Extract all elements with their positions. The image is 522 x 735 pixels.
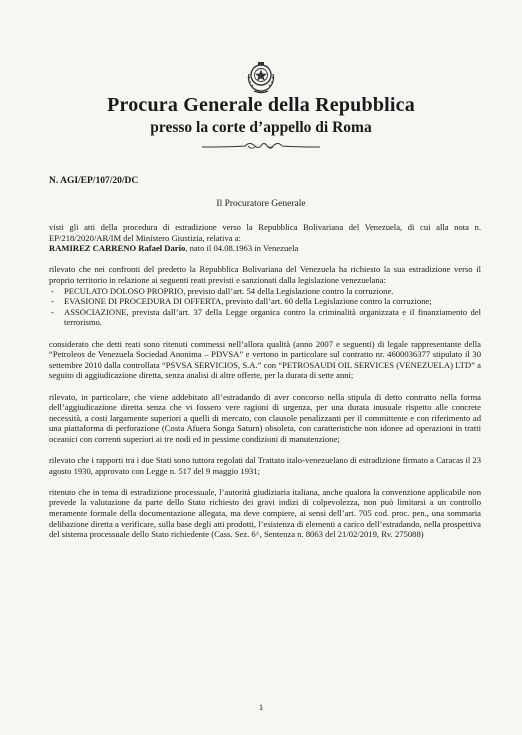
paragraph-rilevato-trattato: rilevato che i rapporti tra i due Stati sono tuttora regolati dal Trattato italo-venezuelano di estradizione firmato a Caracas il 23 agosto 1930, approvato con Legge n. 517 del 9 maggio 1931; <box>49 455 481 476</box>
document-body <box>49 222 481 540</box>
italian-republic-emblem-icon <box>245 60 277 94</box>
extraditee-birth: , nato il 04.08.1963 in Venezuela <box>185 243 299 254</box>
document-heading: Il Procuratore Generale <box>216 199 306 209</box>
page-number: 1 <box>258 702 264 712</box>
extraditee-name: RAMIREZ CARRENO Rafael Dario <box>49 243 186 254</box>
offence-item: - ASSOCIAZIONE, prevista dall’art. 37 della Legge organica contro la criminalità organizzata e il finanziamento del terrorismo. <box>49 307 481 328</box>
office-subtitle: presso la corte d’appello di Roma <box>150 119 372 136</box>
offences-list <box>49 286 481 328</box>
paragraph-rilevato-reati: rilevato che nei confronti del predetto la Repubblica Bolivariana del Venezuela ha richiesto la sua estradizione verso il proprio territorio in relazione ai seguenti reati previsti e sanzionati dalla legislazione venezuelana: <box>49 264 481 285</box>
paragraph-rilevato-contratto: rilevato, in particolare, che viene addebitato all’estradando di aver concorso nella stipula di detto contratto nella forma dell’aggiudicazione diretta senza che vi fossero vere ragioni di urgenza, per una durata inusuale rispetto alle concrete necessità, a costi largamente superiori a quelli di mercato, con clausole penalizzanti per il committente e con riferimento ad una piattaforma di perforazione (Costa Afuera Songa Saturn) obsoleta, con caratteristiche non idonee ad operazioni in tratti oceanici con correnti superiori ai tre nodi ed in pessime condizioni di manutenzione; <box>49 391 481 444</box>
visti-text: visti gli atti della procedura di estradizione verso la Repubblica Bolivariana del Venezuela, di cui alla nota n. EP/218/2020/AR/IM del Ministero Giustizia, relativa a: <box>49 222 481 243</box>
offence-item: - EVASIONE DI PROCEDURA DI OFFERTA, previsto dall’art. 60 della Legislazione contro la corruzione; <box>49 296 481 307</box>
paragraph-ritenuto: ritenuto che in tema di estradizione processuale, l’autorità giudiziaria italiana, anche qualora la convenzione applicabile non prevede la valutazione da parte dello Stato richiesto dei gravi indizi di colpevolezza, non può limitarsi a un controllo meramente formale della documentazione allegata, ma deve compiere, ai sensi dell’art. 705 cod. proc. pen., una sommaria delibazione diretta a verificare, sulla base degli atti prodotti, l’esistenza di elementi a carico dell’estradando, nella prospettiva del sistema processuale dello Stato richiedente (Cass. Sez. 6^, Sentenza n. 8063 del 21/02/2019, Rv. 275088) <box>49 486 481 540</box>
ornamental-flourish-icon <box>200 140 322 152</box>
protocol-reference: N. AGI/EP/107/20/DC <box>49 176 139 186</box>
paragraph-considerato: considerato che detti reati sono ritenuti commessi nell’allora qualità (anno 2007 e seguenti) di legale rappresentante della “Petroleos de Venezuela Sociedad Anonima – PDVSA” e vertono in particolare sul contratto nr. 4600036377 stipulato il 30 settembre 2010 dalla controllata “PSVSA SERVICIOS, S.A.” con “PETROSAUDI OIL SERVICES (VENEZUELA) LTD” a seguito di aggiudicazione diretta, senza analisi di altre offerte, per la durata di sette anni; <box>49 338 481 381</box>
offence-item: - PECULATO DOLOSO PROPRIO, previsto dall’art. 54 della Legislazione contro la corruzione. <box>49 286 481 297</box>
paragraph-visti <box>49 222 481 254</box>
office-title: Procura Generale della Repubblica <box>107 94 415 116</box>
